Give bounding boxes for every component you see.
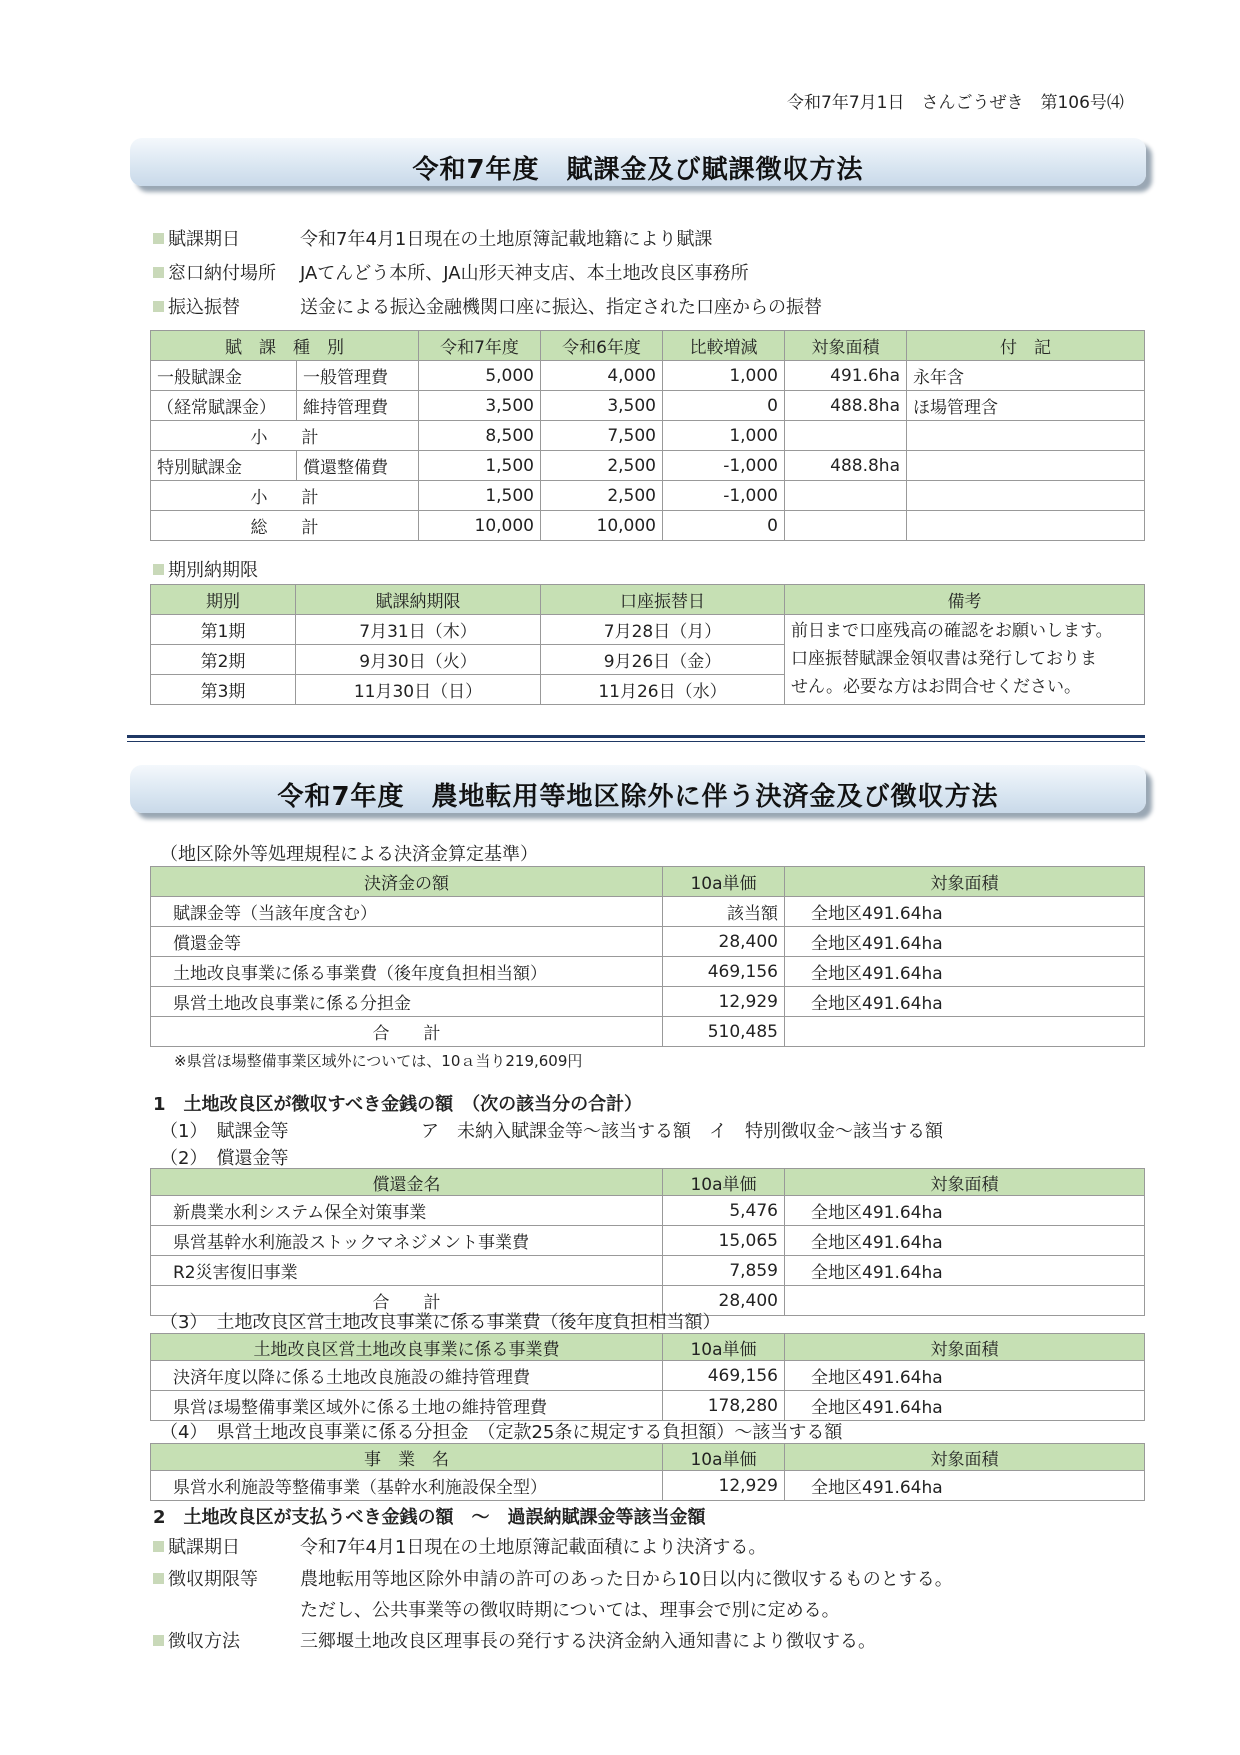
divider-line <box>127 735 1145 738</box>
table-row: 第1期 7月31日（木） 7月28日（月） 前日まで口座残高の確認をお願いします。 口座振替賦課金領収書は発行しておりま せん。必要な方はお問合せください。 <box>151 615 1145 645</box>
s1-item-1: 窓口納付場所 JAてんどう本所、JA山形天神支店、本土地改良区事務所 <box>153 259 749 285</box>
s2-item-0: 賦課期日 令和7年4月1日現在の土地原簿記載面積により決済する。 <box>153 1533 766 1559</box>
table-row: 合 計 510,485 <box>151 1017 1145 1047</box>
s2-item-3: 徴収方法 三郷堰土地改良区理事長の発行する決済金納入通知書により徴収する。 <box>153 1627 876 1653</box>
bullet-square-icon <box>153 564 164 575</box>
heading-2: 2 土地改良区が支払うべき金銭の額 ～ 過誤納賦課金等該当金額 <box>153 1507 706 1528</box>
table-row: 新農業水利システム保全対策事業 5,476 全地区491.64ha <box>151 1196 1145 1226</box>
table-row: 一般賦課金 一般管理費 5,000 4,000 1,000 491.6ha 永年含 <box>151 361 1145 391</box>
repayment-table: 償還金名 10a単価 対象面積 新農業水利システム保全対策事業 5,476 全地区491.64ha 県営基幹水利施設ストックマネジメント事業費 15,065 全地区491.64ha R2災害復旧事業 7,859 全地区491.64ha 合 計 28,400 <box>150 1168 1145 1316</box>
table-row: 第2期 9月30日（火） 9月26日（金） <box>151 645 1145 675</box>
table-row: R2災害復旧事業 7,859 全地区491.64ha <box>151 1256 1145 1286</box>
section2-banner <box>130 765 1146 813</box>
period-label: 期別納期限 <box>153 556 258 582</box>
table-row: 県営ほ場整備事業区域外に係る土地の維持管理費 178,280 全地区491.64ha <box>151 1391 1145 1421</box>
table-row: 第3期 11月30日（日） 11月26日（水） <box>151 675 1145 705</box>
s2-item-1: 徴収期限等 農地転用等地区除外申請の許可のあった日から10日以内に徴収するものとする。 <box>153 1565 953 1591</box>
sub-4: （4） 県営土地改良事業に係る分担金 （定款25条に規定する負担額）～該当する額 <box>160 1422 843 1443</box>
project-cost-table: 土地改良区営土地改良事業に係る事業費 10a単価 対象面積 決済年度以降に係る土地改良施設の維持管理費 469,156 全地区491.64ha 県営ほ場整備事業区域外に係る土地の維持管理費 178,280 全地区491.64ha <box>150 1333 1145 1421</box>
sub-2: （2） 償還金等 <box>160 1148 289 1169</box>
s1-item-2: 振込振替 送金による振込金融機関口座に振込、指定された口座からの振替 <box>153 293 822 319</box>
issue-header: 令和7年7月1日 さんごうぜき 第106号⑷ <box>787 93 1124 113</box>
period-table-header: 期別 賦課納期限 口座振替日 備考 <box>151 585 1145 615</box>
fee-table <box>150 330 1145 541</box>
table-row: 県営水利施設等整備事業（基幹水利施設保全型） 12,929 全地区491.64ha <box>151 1471 1145 1501</box>
table-row: 特別賦課金 償還整備費 1,500 2,500 -1,000 488.8ha <box>151 451 1145 481</box>
bullet-square-icon <box>153 1635 164 1646</box>
sub-1b: ア 未納入賦課金等～該当する額 イ 特別徴収金～該当する額 <box>421 1121 943 1142</box>
s1-item-0: 賦課期日 令和7年4月1日現在の土地原簿記載地籍により賦課 <box>153 225 712 251</box>
period-note: 前日まで口座残高の確認をお願いします。 口座振替賦課金領収書は発行しておりま せん。必要な方はお問合せください。 <box>785 615 1145 705</box>
heading-1: 1 土地改良区が徴収すべき金銭の額 （次の該当分の合計） <box>153 1094 643 1115</box>
divider-line <box>127 741 1145 742</box>
s2-item-2: ただし、公共事業等の徴収時期については、理事会で別に定める。 <box>300 1600 840 1621</box>
bullet-square-icon <box>153 301 164 312</box>
period-table <box>150 584 1145 705</box>
table-row: 土地改良事業に係る事業費（後年度負担相当額） 469,156 全地区491.64ha <box>151 957 1145 987</box>
table-row: 賦課金等（当該年度含む） 該当額 全地区491.64ha <box>151 897 1145 927</box>
table-row: （経常賦課金） 維持管理費 3,500 3,500 0 488.8ha ほ場管理含 <box>151 391 1145 421</box>
table-row: 合 計 28,400 <box>151 1286 1145 1316</box>
table-row: 県営土地改良事業に係る分担金 12,929 全地区491.64ha <box>151 987 1145 1017</box>
section2-subtitle: （地区除外等処理規程による決済金算定基準） <box>160 844 538 865</box>
fee-table-header: 賦 課 種 別 令和7年度 令和6年度 比較増減 対象面積 付 記 <box>151 331 1145 361</box>
table-row: 償還金等 28,400 全地区491.64ha <box>151 927 1145 957</box>
share-table: 事 業 名 10a単価 対象面積 県営水利施設等整備事業（基幹水利施設保全型） 12,929 全地区491.64ha <box>150 1443 1145 1501</box>
sub-3: （3） 土地改良区営土地改良事業に係る事業費（後年度負担相当額） <box>160 1312 721 1333</box>
table-row: 総 計 10,000 10,000 0 <box>151 511 1145 541</box>
table-row: 小 計 8,500 7,500 1,000 <box>151 421 1145 451</box>
table-row: 小 計 1,500 2,500 -1,000 <box>151 481 1145 511</box>
bullet-square-icon <box>153 267 164 278</box>
section1-title: 令和7年度 賦課金及び賦課徴収方法 <box>412 155 864 185</box>
bullet-square-icon <box>153 1573 164 1584</box>
sub-1: （1） 賦課金等 <box>160 1121 289 1142</box>
section1-banner <box>130 138 1146 186</box>
bullet-square-icon <box>153 233 164 244</box>
table-row: 県営基幹水利施設ストックマネジメント事業費 15,065 全地区491.64ha <box>151 1226 1145 1256</box>
settlement-table: 決済金の額 10a単価 対象面積 賦課金等（当該年度含む） 該当額 全地区491.64ha 償還金等 28,400 全地区491.64ha 土地改良事業に係る事業費（後年度負担相当額） 469,156 全地区491.64ha 県営土地改良事業に係る分担金 12,929 全地区491.64ha 合 計 510,485 <box>150 866 1145 1047</box>
settlement-note: ※県営ほ場整備事業区域外については、10ａ当り219,609円 <box>174 1052 583 1070</box>
bullet-square-icon <box>153 1541 164 1552</box>
table-row: 決済年度以降に係る土地改良施設の維持管理費 469,156 全地区491.64ha <box>151 1361 1145 1391</box>
section2-title: 令和7年度 農地転用等地区除外に伴う決済金及び徴収方法 <box>277 782 999 812</box>
